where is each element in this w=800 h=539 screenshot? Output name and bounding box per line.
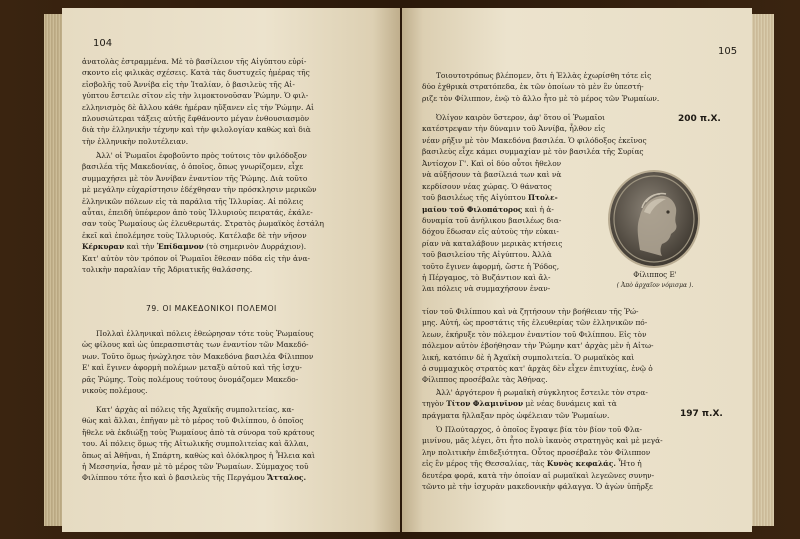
text-line: Κατ' αὐτὸν τὸν τρόπον οἱ Ῥωμαῖοι ἔθεσαν πόδα εἰς τὴν ἀνα- <box>82 253 310 263</box>
page-number-left: 104 <box>93 38 113 49</box>
text-line: Ἀλλ' οἱ Ῥωμαῖοι ἐφοβοῦντο πρὸς τούτοις τὸν φιλόδοξον <box>96 151 307 160</box>
text-line: νων. Τοῦτο ὅμως ἠνώχλησε τὸν Μακεδόνα βασιλέα Φίλιππον <box>82 351 314 361</box>
right-paragraph-1 <box>422 70 728 104</box>
text-line: τοῦ βασιλείου τῆς Αἰγύπτου. Ἀλλὰ <box>422 250 552 260</box>
text-span: καὶ ἡ ἀ- <box>522 204 554 214</box>
text-line-kerkyra <box>82 241 380 252</box>
text-line: Πολλαὶ ἑλληνικαὶ πόλεις ἐθεώρησαν τότε τοὺς Ῥωμαίους <box>96 329 314 338</box>
text-span: εἰς ἓν μέρος τῆς Θεσσαλίας, τὰς <box>422 459 547 469</box>
text-line: λαι πόλεις νὰ συμμαχήσουν ἐναν- <box>422 284 551 294</box>
text-line: τὴν ἑλληνικὴν πολυτέλειαν. <box>82 136 189 146</box>
text-line: πράγματα ἤλλαξαν πρὸς ὠφέλειαν τῶν Ῥωμαίων. <box>422 411 610 420</box>
bold-epidamnos: Ἐπίδαμνον <box>156 242 204 252</box>
text-line: αὗται, ἐπειδὴ ὑπέφερον ἀπὸ τοὺς Ἰλλυριοὺς πειρατάς, ἐκάλε- <box>82 208 313 218</box>
text-line: σαν τοὺς Ῥωμαίους ὡς ἐλευθερωτάς. Στρατὸς ῥωμαϊκὸς ἐστάλη <box>82 219 324 229</box>
left-paragraph-2 <box>82 150 380 275</box>
left-paragraph-4 <box>82 404 380 484</box>
text-line: πόλεμον αὐτὸν ἐβοήθησαν τὴν Ῥώμην κατ' ἀρχὰς μὲν ἡ Αἰτω- <box>422 341 654 351</box>
right-paragraph-2-top <box>422 112 672 135</box>
text-line: λεων, ἐκήρυξε τὸν πόλεμον ἐναντίον τοῦ Φιλίππου. Εἰς τὸν <box>422 329 647 339</box>
text-line: σκοντο εἰς φιλικὰς σχέσεις. Κατὰ τὰς δυστυχεῖς ἡμέρας τῆς <box>82 68 310 78</box>
right-paragraph-3 <box>422 387 728 410</box>
left-paragraph-3 <box>82 328 380 396</box>
text-line: διὰ τὴν ἑλληνικὴν τέχνην καὶ τὴν φιλολογίαν καθὼς καὶ διὰ <box>82 125 311 135</box>
left-page <box>62 8 400 532</box>
text-line: νικοὺς πολέμους. <box>82 386 148 396</box>
text-line: τοῦτο ἔγινεν ἀφορμή, ὥστε ἡ Ῥόδος, <box>422 261 560 271</box>
text-line: βασιλεὺς εἶχε κάμει συμμαχίαν μὲ τὸν βασιλέα τῆς Συρίας <box>422 147 644 157</box>
page-number-right: 105 <box>718 46 738 57</box>
text-line: Ὀλίγον καιρὸν ὕστερον, ἀφ' ὅτου οἱ Ῥωμαῖοι <box>436 113 605 122</box>
text-line: Κατ' ἀρχὰς αἱ πόλεις τῆς Ἀχαϊκῆς συμπολιτείας, κα- <box>96 405 294 414</box>
right-paragraph-4 <box>422 424 728 492</box>
text-line-attalos <box>82 472 380 483</box>
margin-date-200bc: 200 π.Χ. <box>678 114 721 124</box>
text-line: ἑλληνικῶν πόλεων εἰς τὰ παράλια τῆς Ἰλλυρίας. Αἱ πόλεις <box>82 196 304 206</box>
text-line: μης. Αὐτή, ὡς προστάτις τῆς ἐλευθερίας τῶν ἑλληνικῶν πό- <box>422 318 648 328</box>
right-paragraph-3-end <box>422 410 672 421</box>
text-line: Φίλιππος προσέβαλε τὰς Ἀθήνας. <box>422 375 548 385</box>
section-heading: 79. ΟΙ ΜΑΚΕΔΟΝΙΚΟΙ ΠΟΛΕΜΟΙ <box>146 304 277 313</box>
text-line: Ε' καὶ ἔγινεν ἀφορμὴ πολέμων μεταξὺ αὐτοῦ καὶ τῆς ἰσχυ- <box>82 363 302 373</box>
coin-subcaption: ( Ἀπὸ ἀρχαῖον νόμισμα ). <box>616 282 694 289</box>
text-line: ἡ Πέργαμος, τὸ Βυζάντιον καὶ ἄλ- <box>422 273 551 283</box>
text-line: ριζε τὸν Φίλιππον, ἐνῷ τὸ ἄλλο ἦτο μὲ τὸ μέρος τῶν Ῥωμαίων. <box>422 93 660 103</box>
text-line: βασιλέα τῆς Μακεδονίας, ὁ ὁποῖος, ὅπως γνωρίζομεν, εἶχε <box>82 162 304 172</box>
text-line: ὅπως αἱ Ἀθῆναι, ἡ Σπάρτη, καθὼς καὶ ὁλόκληρος ἡ Ἦλεια καὶ <box>82 450 315 460</box>
bold-kerkyra: Κέρκυραν <box>82 242 125 252</box>
text-line: τίον τοῦ Φιλίππου καὶ νὰ ζητήσουν τὴν βοήθειαν τῆς Ῥώ- <box>422 307 639 316</box>
text-span: Φιλίππου τότε ἦτο καὶ ὁ βασιλεὺς τῆς Περγάμου <box>82 473 268 483</box>
text-line: δόχου ἔδωσαν εἰς αὐτοὺς τὴν εὐκαι- <box>422 227 559 237</box>
right-paragraph-2-end <box>422 306 728 386</box>
text-span: Ἦτο ἡ <box>615 459 642 469</box>
right-paragraph-2-beside-coin <box>422 158 600 295</box>
coin-caption: Φίλιππος Ε' <box>633 270 677 279</box>
text-line: πλουσιώτεραι τάξεις αὐτῆς ἔφθάνοντο μέγαν ἐνθουσιασμὸν <box>82 114 310 124</box>
text-line: ελληνισμὸς δὲ ἄλλου κάθε ἡμέραν ηὔξανεν εἰς τὴν Ῥώμην. Αἱ <box>82 102 314 112</box>
text-line: θὼς καὶ ἄλλαι, ἐπῆγαν μὲ τὸ μέρος τοῦ Φιλίππου, ὁ ὁποῖος <box>82 416 304 426</box>
text-line: κερδίσουν νέας χώρας. Ὁ θάνατος <box>422 181 552 191</box>
bold-attalos: Ἄτταλος. <box>267 473 307 483</box>
bold-philopator: μαίου τοῦ Φιλοπάτορος <box>422 204 523 214</box>
left-paragraph-1 <box>82 56 380 147</box>
text-line-ptolemy-2 <box>422 204 600 215</box>
text-line: εἰσβολῆς τοῦ Ἀννίβα εἰς τὴν Ἰταλίαν, ὁ βασιλεὺς τῆς Αἰ- <box>82 79 295 89</box>
margin-date-197bc: 197 π.Χ. <box>680 409 723 419</box>
right-page-edges <box>752 14 774 526</box>
text-line: Ἀλλ' ἀργότερον ἡ ρωμαϊκὴ σύγκλητος ἔστειλε τὸν στρα- <box>436 388 648 397</box>
text-line: Τοιουτοτρόπως βλέπομεν, ὅτι ἡ Ἑλλὰς ἐχωρίσθη τότε εἰς <box>436 71 652 80</box>
right-page <box>402 8 752 532</box>
right-paragraph-2-full <box>422 135 728 158</box>
text-line: δυναμία τοῦ ἀνήλικου βασιλέως δια- <box>422 216 562 226</box>
bold-ptolemy: Πτολε- <box>528 193 558 203</box>
philip-v-coin-image <box>610 172 698 266</box>
text-line: γύπτου ἔστειλε σῖτον εἰς τὴν λιμοκτονοῦσαν Ῥώμην. Ὁ φιλ- <box>82 91 309 101</box>
text-line: ἡ Μεσσηνία, ἦσαν μὲ τὸ μέρος τῶν Ῥωμαίων. Σύμμαχος τοῦ <box>82 462 309 472</box>
text-line: συμμαχήσει μὲ τὸν Ἀννίβαν ἐναντίον τῆς Ῥώμης. Διὰ τοῦτο <box>82 173 308 183</box>
text-line: νέαν ρῆξιν μὲ τὸν Μακεδόνα βασιλέα. Ὁ φιλόδοξος ἐκεῖνος <box>422 136 647 145</box>
text-line-kynos <box>422 458 728 469</box>
text-line: λην πολιτικὴν ἐπιδεξιότητα. Οὗτος προσέβαλε τὸν Φίλιππον <box>422 447 651 457</box>
text-line: ἀνατολὰς ἐστραμμένα. Μὲ τὸ βασίλειον τῆς Αἰγύπτου εὑρί- <box>82 57 307 66</box>
text-line: δευτέρα φορά, κατὰ τὴν ὁποίαν αἱ ρωμαϊκαὶ λεγεῶνες συνην- <box>422 470 655 480</box>
text-line-ptolemy <box>422 192 600 203</box>
text-line: ὁ συμμαχικὸς στρατὸς κατ' ἀρχὰς δὲν εἶχεν ἐπιτυχίας, ἐνῷ ὁ <box>422 364 653 374</box>
text-line: τολικὴν παραλίαν τῆς Ἀδριατικῆς θαλάσσης. <box>82 265 253 275</box>
text-span: τοῦ βασιλέως τῆς Αἰγύπτου <box>422 193 529 203</box>
text-span: τηγὸν <box>422 399 447 409</box>
text-line: Ὁ Πλούταρχος, ὁ ὁποῖος ἔγραψε βία τὸν βίον τοῦ Φλα- <box>436 425 643 434</box>
text-line: ἤθελε νὰ ἐκδιώξῃ τοὺς Ῥωμαίους ἀπὸ τὰ σύνορα τοῦ κράτους <box>82 427 315 437</box>
text-line: ρίαν νὰ καταλάβουν μερικὰς κτήσεις <box>422 238 563 248</box>
left-page-edges <box>44 14 62 526</box>
text-line: του. Αἱ πόλεις ὅμως τῆς Αἰτωλικῆς συμπολιτείας καὶ ἄλλαι, <box>82 439 309 449</box>
text-line: Ἀντίοχον Γ'. Καὶ οἱ δύο οὗτοι ἤθελον <box>422 159 562 168</box>
bold-flamininus: Τίτον Φλαμινῖνον <box>446 399 524 409</box>
text-line: λική, κατόπιν δὲ ἡ Ἀχαϊκὴ συμπολιτεία. Ὁ ρωμαϊκὸς καὶ <box>422 352 635 362</box>
text-line: μινίνου, μᾶς λέγει, ὅτι ἦτο πολὺ ἱκανὸς στρατηγὸς καὶ μὲ μεγά- <box>422 436 663 446</box>
coin-portrait-icon <box>610 172 698 266</box>
text-line: κατέστρεψαν τὴν δύναμιν τοῦ Ἀννίβα, ἦλθον εἰς <box>422 124 606 134</box>
text-line: ὡς φίλους καὶ ὡς ὑπερασπιστὰς των ἐναντίον τῶν Μακεδό- <box>82 340 309 350</box>
text-line: τῶντο μὲ τὴν ἰσχυρὰν μακεδονικὴν φάλαγγα. Ὁ ἀγὼν ὑπῆρξε <box>422 482 653 492</box>
text-line: ρᾶς Ῥώμης. Τοὺς πολέμους τούτους ὀνομάζομεν Μακεδο- <box>82 374 299 384</box>
text-line: μὲ μεγάλην εὐχαρίστησιν ἐδέχθησαν τὴν πρόσκλησιν μερικῶν <box>82 185 317 195</box>
bold-kynos-kefalai: Κυνὸς κεφαλάς. <box>546 459 616 469</box>
text-line: νὰ αὐξήσουν τὰ βασίλειά των καὶ νὰ <box>422 170 562 180</box>
text-span: (τὸ σημερινὸν Δυρράχιον). <box>203 242 307 252</box>
text-span: μὲ νέας δυνάμεις καὶ τὰ <box>523 399 617 409</box>
text-span: καὶ τὴν <box>124 242 157 252</box>
text-line: δύο ἐχθρικὰ στρατόπεδα, ἐκ τῶν ὁποίων τὸ μὲν ἓν ὑπεστή- <box>422 82 644 92</box>
text-line: ἐκεῖ καὶ ἐπολέμησε τοὺς Ἰλλυριούς. Κατέλαβε δὲ τὴν νῆσον <box>82 230 307 240</box>
